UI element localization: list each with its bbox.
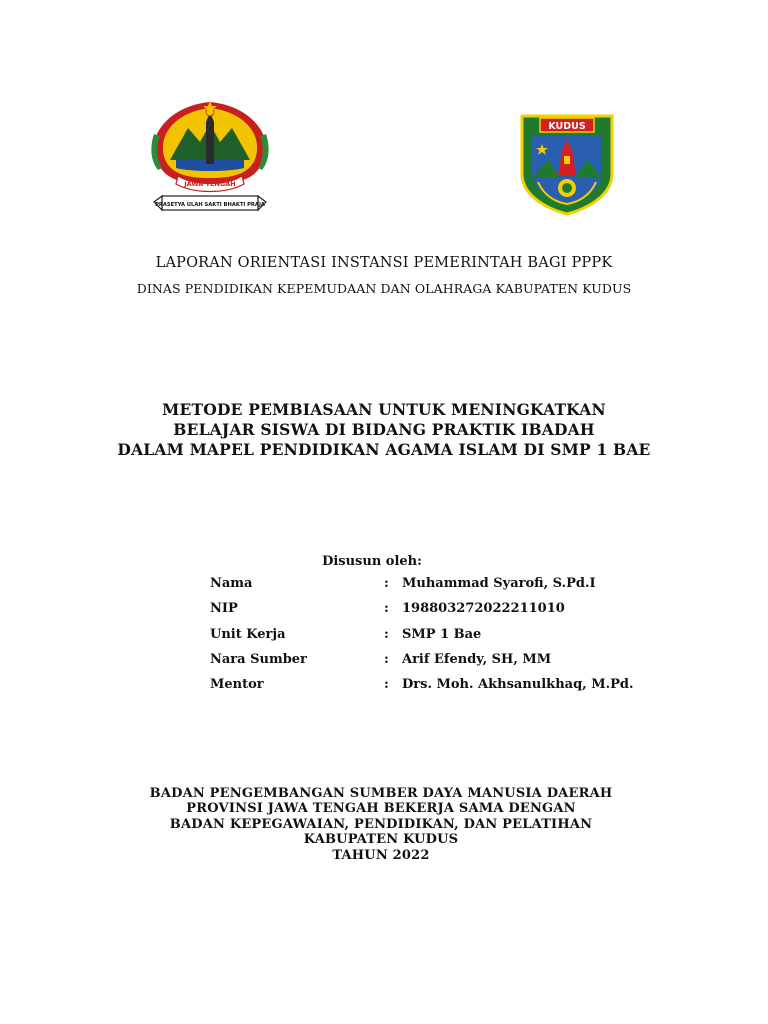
info-separator: : (384, 626, 389, 642)
info-value: Arif Efendy, SH, MM (402, 651, 552, 667)
report-title-line-2: BELAJAR SISWA DI BIDANG PRAKTIK IBADAH (173, 420, 595, 439)
info-value: Drs. Moh. Akhsanulkhaq, M.Pd. (402, 677, 634, 693)
info-row-mentor (210, 677, 634, 702)
info-label: Unit Kerja (210, 626, 286, 642)
institution-heading: DINAS PENDIDIKAN KEPEMUDAAN DAN OLAHRAGA KABUPATEN KUDUS (136, 281, 632, 296)
jateng-ribbon-text: JAWA TENGAH (184, 180, 236, 188)
jawa-tengah-emblem-logo (148, 98, 272, 216)
report-title-line-1: METODE PEMBIASAAN UNTUK MENINGKATKAN (162, 400, 606, 419)
info-label: Nama (210, 576, 253, 591)
footer-line-2: PROVINSI JAWA TENGAH BEKERJA SAMA DENGAN (186, 801, 576, 816)
info-row-unit-kerja (210, 627, 630, 652)
info-row-nama (210, 576, 630, 601)
info-separator: : (384, 651, 389, 667)
info-row-nip (210, 601, 630, 626)
footer-year: TAHUN 2022 (332, 848, 430, 863)
footer-line-4: KABUPATEN KUDUS (303, 832, 459, 847)
footer-line-3: BADAN KEPEGAWAIAN, PENDIDIKAN, DAN PELATIHAN (169, 817, 593, 832)
info-row-nara-sumber (210, 652, 630, 677)
info-separator: : (384, 576, 389, 591)
report-type-heading: LAPORAN ORIENTASI INSTANSI PEMERINTAH BAGI PPPK (155, 255, 613, 271)
info-label: NIP (210, 601, 238, 617)
info-value: Muhammad Syarofi, S.Pd.I (402, 576, 596, 591)
kudus-banner-text: KUDUS (548, 121, 586, 132)
author-info-table (210, 576, 634, 702)
info-label: Mentor (210, 677, 264, 693)
kudus-regency-emblem-logo (518, 112, 616, 216)
info-value: 198803272022211010 (402, 601, 565, 617)
jateng-motto-text: PRASETYA ULAH SAKTI BHAKTI PRAJA (155, 202, 265, 208)
info-label: Nara Sumber (210, 651, 307, 667)
footer-line-1: BADAN PENGEMBANGAN SUMBER DAYA MANUSIA DAERAH (149, 786, 613, 801)
info-separator: : (384, 601, 389, 617)
author-heading: Disusun oleh: (322, 554, 422, 569)
info-value: SMP 1 Bae (402, 626, 482, 642)
info-separator: : (384, 677, 389, 693)
report-title-line-3: DALAM MAPEL PENDIDIKAN AGAMA ISLAM DI SMP 1 BAE (117, 440, 651, 459)
